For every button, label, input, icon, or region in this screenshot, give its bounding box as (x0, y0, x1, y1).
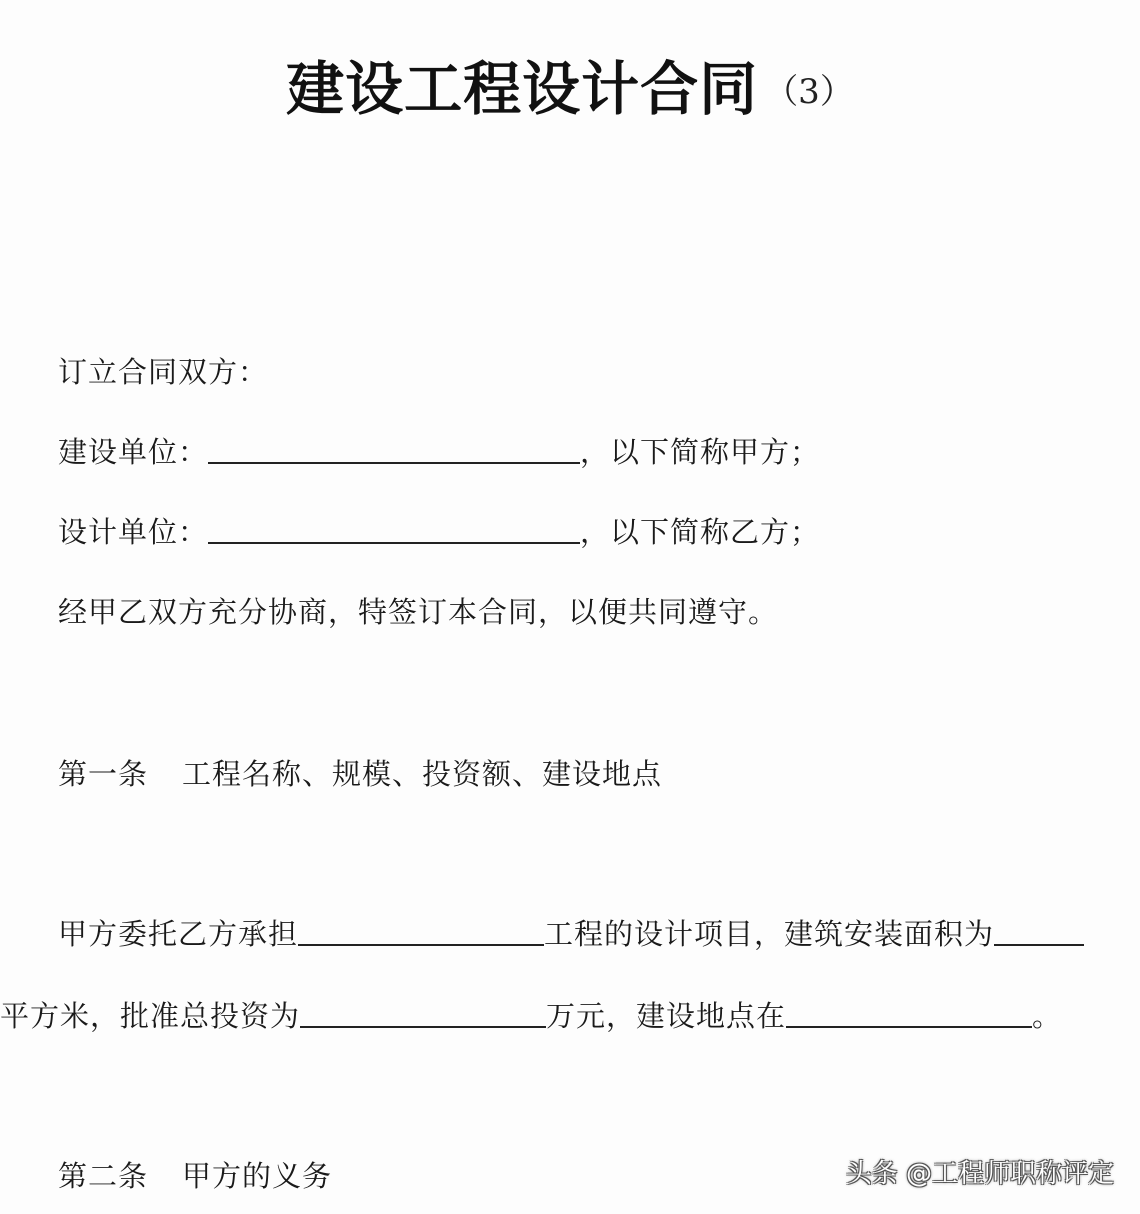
title-number: （3） (764, 72, 854, 112)
intro-line: 订立合同双方： (58, 355, 269, 389)
party-a-suffix: ，以下简称甲方； (580, 435, 821, 469)
article-2-title: 甲方的义务 (182, 1159, 333, 1193)
article-1-number: 第一条 (58, 757, 149, 791)
area-blank[interactable] (994, 916, 1084, 946)
party-a-blank[interactable] (208, 434, 580, 464)
article-1-heading (58, 754, 662, 794)
article-2-number: 第二条 (58, 1159, 149, 1193)
party-b-blank[interactable] (208, 514, 580, 544)
investment-blank[interactable] (300, 998, 546, 1028)
clause-1-part-5: 。 (1032, 999, 1063, 1033)
party-a-label: 建设单位： (58, 435, 209, 469)
clause-1-line-1 (58, 914, 1084, 954)
project-name-blank[interactable] (298, 916, 544, 946)
clause-1-part-2: 工程的设计项目，建筑安装面积为 (544, 917, 995, 951)
article-1-title: 工程名称、规模、投资额、建设地点 (182, 757, 663, 791)
party-b-line (58, 512, 820, 552)
watermark: 头条 @工程师职称评定 (845, 1159, 1114, 1189)
document-title (0, 42, 1140, 126)
article-2-heading (58, 1156, 332, 1196)
location-blank[interactable] (786, 998, 1032, 1028)
party-b-label: 设计单位： (58, 515, 209, 549)
title-text: 建设工程设计合同 (286, 55, 759, 123)
clause-1-part-3: 平方米，批准总投资为 (0, 999, 301, 1033)
clause-1-part-4: 万元，建设地点在 (546, 999, 787, 1033)
agreement-line: 经甲乙双方充分协商，特签订本合同，以便共同遵守。 (58, 595, 779, 629)
clause-1-line-2 (0, 996, 1062, 1036)
party-a-line (58, 432, 820, 472)
party-b-suffix: ，以下简称乙方； (580, 515, 821, 549)
clause-1-part-1: 甲方委托乙方承担 (58, 917, 299, 951)
